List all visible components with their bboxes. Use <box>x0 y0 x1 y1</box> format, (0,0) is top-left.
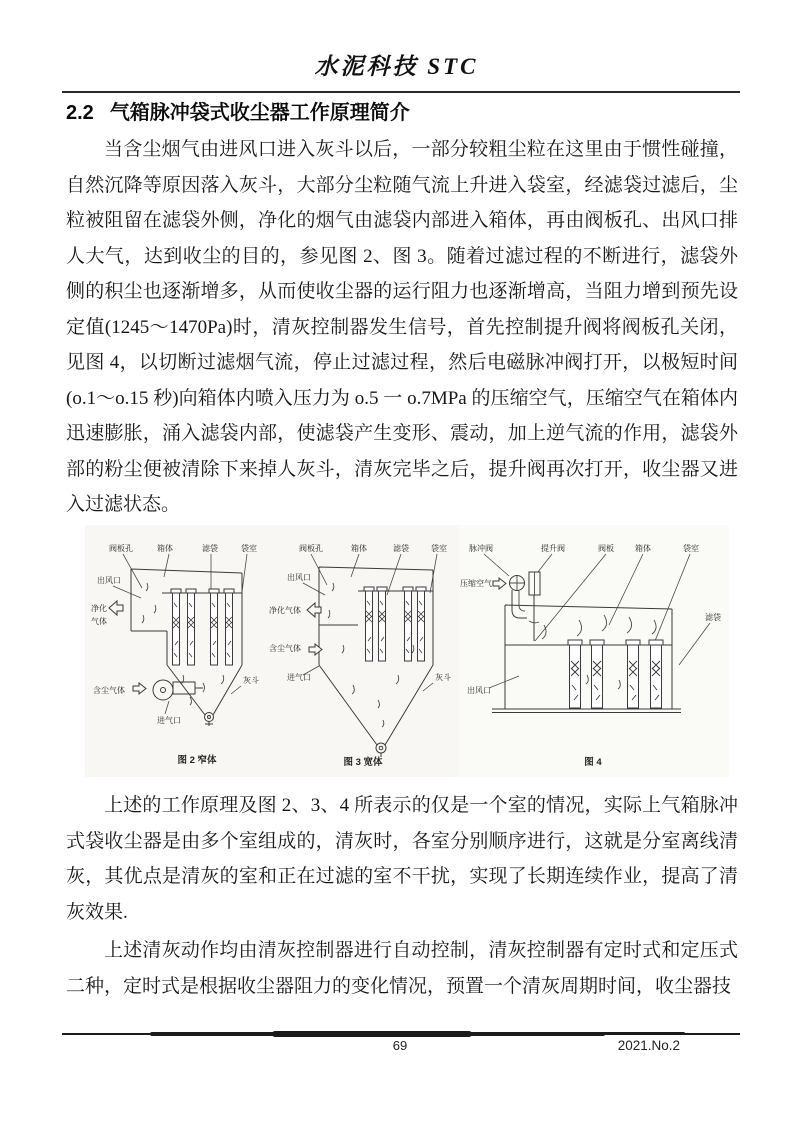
fig4-label-compressed-air: 压缩空气 <box>460 579 492 588</box>
journal-title: 水泥科技 STC <box>314 54 479 79</box>
fig4-caption: 图 4 <box>584 757 602 768</box>
fig2-label-valve-plate-hole-icon: 阀板孔 <box>109 544 133 553</box>
fig3-label-filter-bag: 滤袋 <box>393 544 409 553</box>
figure-4-pulse-cleaning-diagram <box>459 525 729 777</box>
fig2-label-box-body: 箱体 <box>157 544 173 553</box>
fig3-label-valve-plate-hole: 阀板孔 <box>299 544 323 553</box>
figure-4-svg <box>459 525 729 777</box>
paragraph-controller: 上述清灰动作均由清灰控制器进行自动控制，清灰控制器有定时式和定压式二种，定时式是根据收尘器阻力的变化情况，预置一个清灰周期时间，收尘器技 <box>66 940 738 997</box>
fig3-caption: 图 3 宽体 <box>343 757 383 768</box>
fig3-filter-bag-shape <box>377 587 387 661</box>
fig3-dusty-gas-arrow-icon <box>309 644 322 655</box>
section-heading <box>66 96 738 125</box>
fig4-filter-bag-shape <box>626 640 640 708</box>
fig4-label-valve-plate: 阀板 <box>598 544 614 553</box>
fig3-label-inlet: 进气口 <box>287 673 311 682</box>
page-number: 69 <box>392 1038 408 1053</box>
fig3-label-bag-chamber: 袋室 <box>431 544 447 553</box>
fig4-compressed-air-arrow-icon <box>493 578 506 589</box>
issue-label: 2021.No.2 <box>617 1038 680 1053</box>
section-number: 2.2 <box>66 102 94 124</box>
fig4-label-outlet: 出风口 <box>467 686 491 695</box>
fig2-label-hopper: 灰斗 <box>243 676 259 685</box>
fig2-inlet-fan-icon <box>153 680 173 700</box>
footer-rule-segment <box>455 1032 605 1036</box>
fig2-caption: 图 2 窄体 <box>177 755 217 766</box>
fig2-label-inlet: 进气口 <box>157 716 181 725</box>
fig4-label-box-body: 箱体 <box>635 544 651 553</box>
fig2-dusty-gas-arrow-icon <box>133 683 146 694</box>
figure-3-svg <box>263 525 459 777</box>
fig3-filter-bag-shape <box>403 587 413 661</box>
fig4-label-filter-bag: 滤袋 <box>705 613 721 622</box>
paragraph-working-principle: 当含尘烟气由进风口进入灰斗以后，一部分较粗尘粒在这里由于惯性碰撞，自然沉降等原因落入灰斗，大部分尘粒随气流上升进入袋室，经滤袋过滤后，尘粒被阻留在滤袋外侧，净化的烟气由滤袋内部进入箱体，再由阀板孔、出风口排人大气，达到收尘的目的，参见图 2、图 3。随着过滤过程的不断进行，滤袋外侧的积尘也逐渐增多，从而使收尘器的运行阻力也逐渐增高，当阻力增到预先设定值(1245～1470Pa)时，清灰控制器发生信号，首先控制提升阀将阀板孔关闭，见图 4，以切断过滤烟气流，停止过滤过程，然后电磁脉冲阀打开，以极短时间(o.1～o.15 秒)向箱体内喷入压力为 o.5 一 o.7MPa 的压缩空气，压缩空气在箱体内迅速膨胀，涌入滤袋内部，使滤袋产生变形、震动，加上逆气流的作用，滤袋外部的粉尘便被清除下来掉人灰斗，清灰完毕之后，提升阀再次打开，收尘器又进入过滤状态。 <box>66 139 738 515</box>
fig4-filter-bag-shape <box>590 640 604 708</box>
section-title: 气箱脉冲袋式收尘器工作原理简介 <box>109 102 410 124</box>
footer-rule-segment <box>590 1032 685 1035</box>
fig4-label-bag-chamber: 袋室 <box>683 544 699 553</box>
fig4-label-pulse-valve: 脉冲阀 <box>469 544 493 553</box>
figure-3-wide-body-diagram <box>263 525 459 777</box>
fig2-filter-bag-shape <box>224 589 234 665</box>
fig2-label-outlet: 出风口 <box>97 576 121 585</box>
figures-row <box>85 525 735 783</box>
fig2-label-dusty-gas: 含尘气体 <box>93 686 125 695</box>
fig2-filter-bag-shape <box>186 589 196 665</box>
footer-rule-segment <box>272 1031 472 1037</box>
fig2-label-clean-gas-1: 净化 <box>91 604 107 613</box>
fig3-label-clean-gas: 净化气体 <box>269 606 301 615</box>
fig2-filter-bag-shape <box>171 589 181 665</box>
figure-2-narrow-body-diagram <box>85 525 263 777</box>
fig3-filter-bag-shape <box>364 587 374 661</box>
fig2-label-filter-bag: 滤袋 <box>202 544 218 553</box>
header-rule <box>62 91 740 93</box>
fig2-label-bag-chamber: 袋室 <box>241 544 257 553</box>
fig4-label-lift-valve: 提升阀 <box>541 544 565 553</box>
fig2-discharge-valve-icon <box>205 713 214 722</box>
fig4-filter-bag-shape <box>649 640 663 708</box>
fig2-clean-gas-arrow-icon <box>109 601 123 615</box>
fig3-filter-bag-shape <box>416 587 426 661</box>
fig3-label-box-body: 箱体 <box>351 544 367 553</box>
fig3-label-hopper: 灰斗 <box>435 673 451 682</box>
fig3-label-outlet: 出风口 <box>287 573 311 582</box>
fig4-filter-bag-shape <box>568 640 582 708</box>
figure-2-svg <box>85 525 263 777</box>
fig2-label-clean-gas-2: 气体 <box>91 617 107 626</box>
fig2-filter-bag-shape <box>209 589 219 665</box>
fig3-discharge-valve-icon <box>376 743 386 753</box>
footer-rule-segment <box>150 1032 290 1036</box>
fig3-label-dusty-gas: 含尘气体 <box>269 644 301 653</box>
paragraph-multi-chamber: 上述的工作原理及图 2、3、4 所表示的仅是一个室的情况，实际上气箱脉冲式袋收尘器是由多个室组成的，清灰时，各室分别顺序进行，这就是分室离线清灰，其优点是清灰的室和正在过滤的室不干扰，实现了长期连续作业，提高了清灰效果. <box>66 795 738 923</box>
